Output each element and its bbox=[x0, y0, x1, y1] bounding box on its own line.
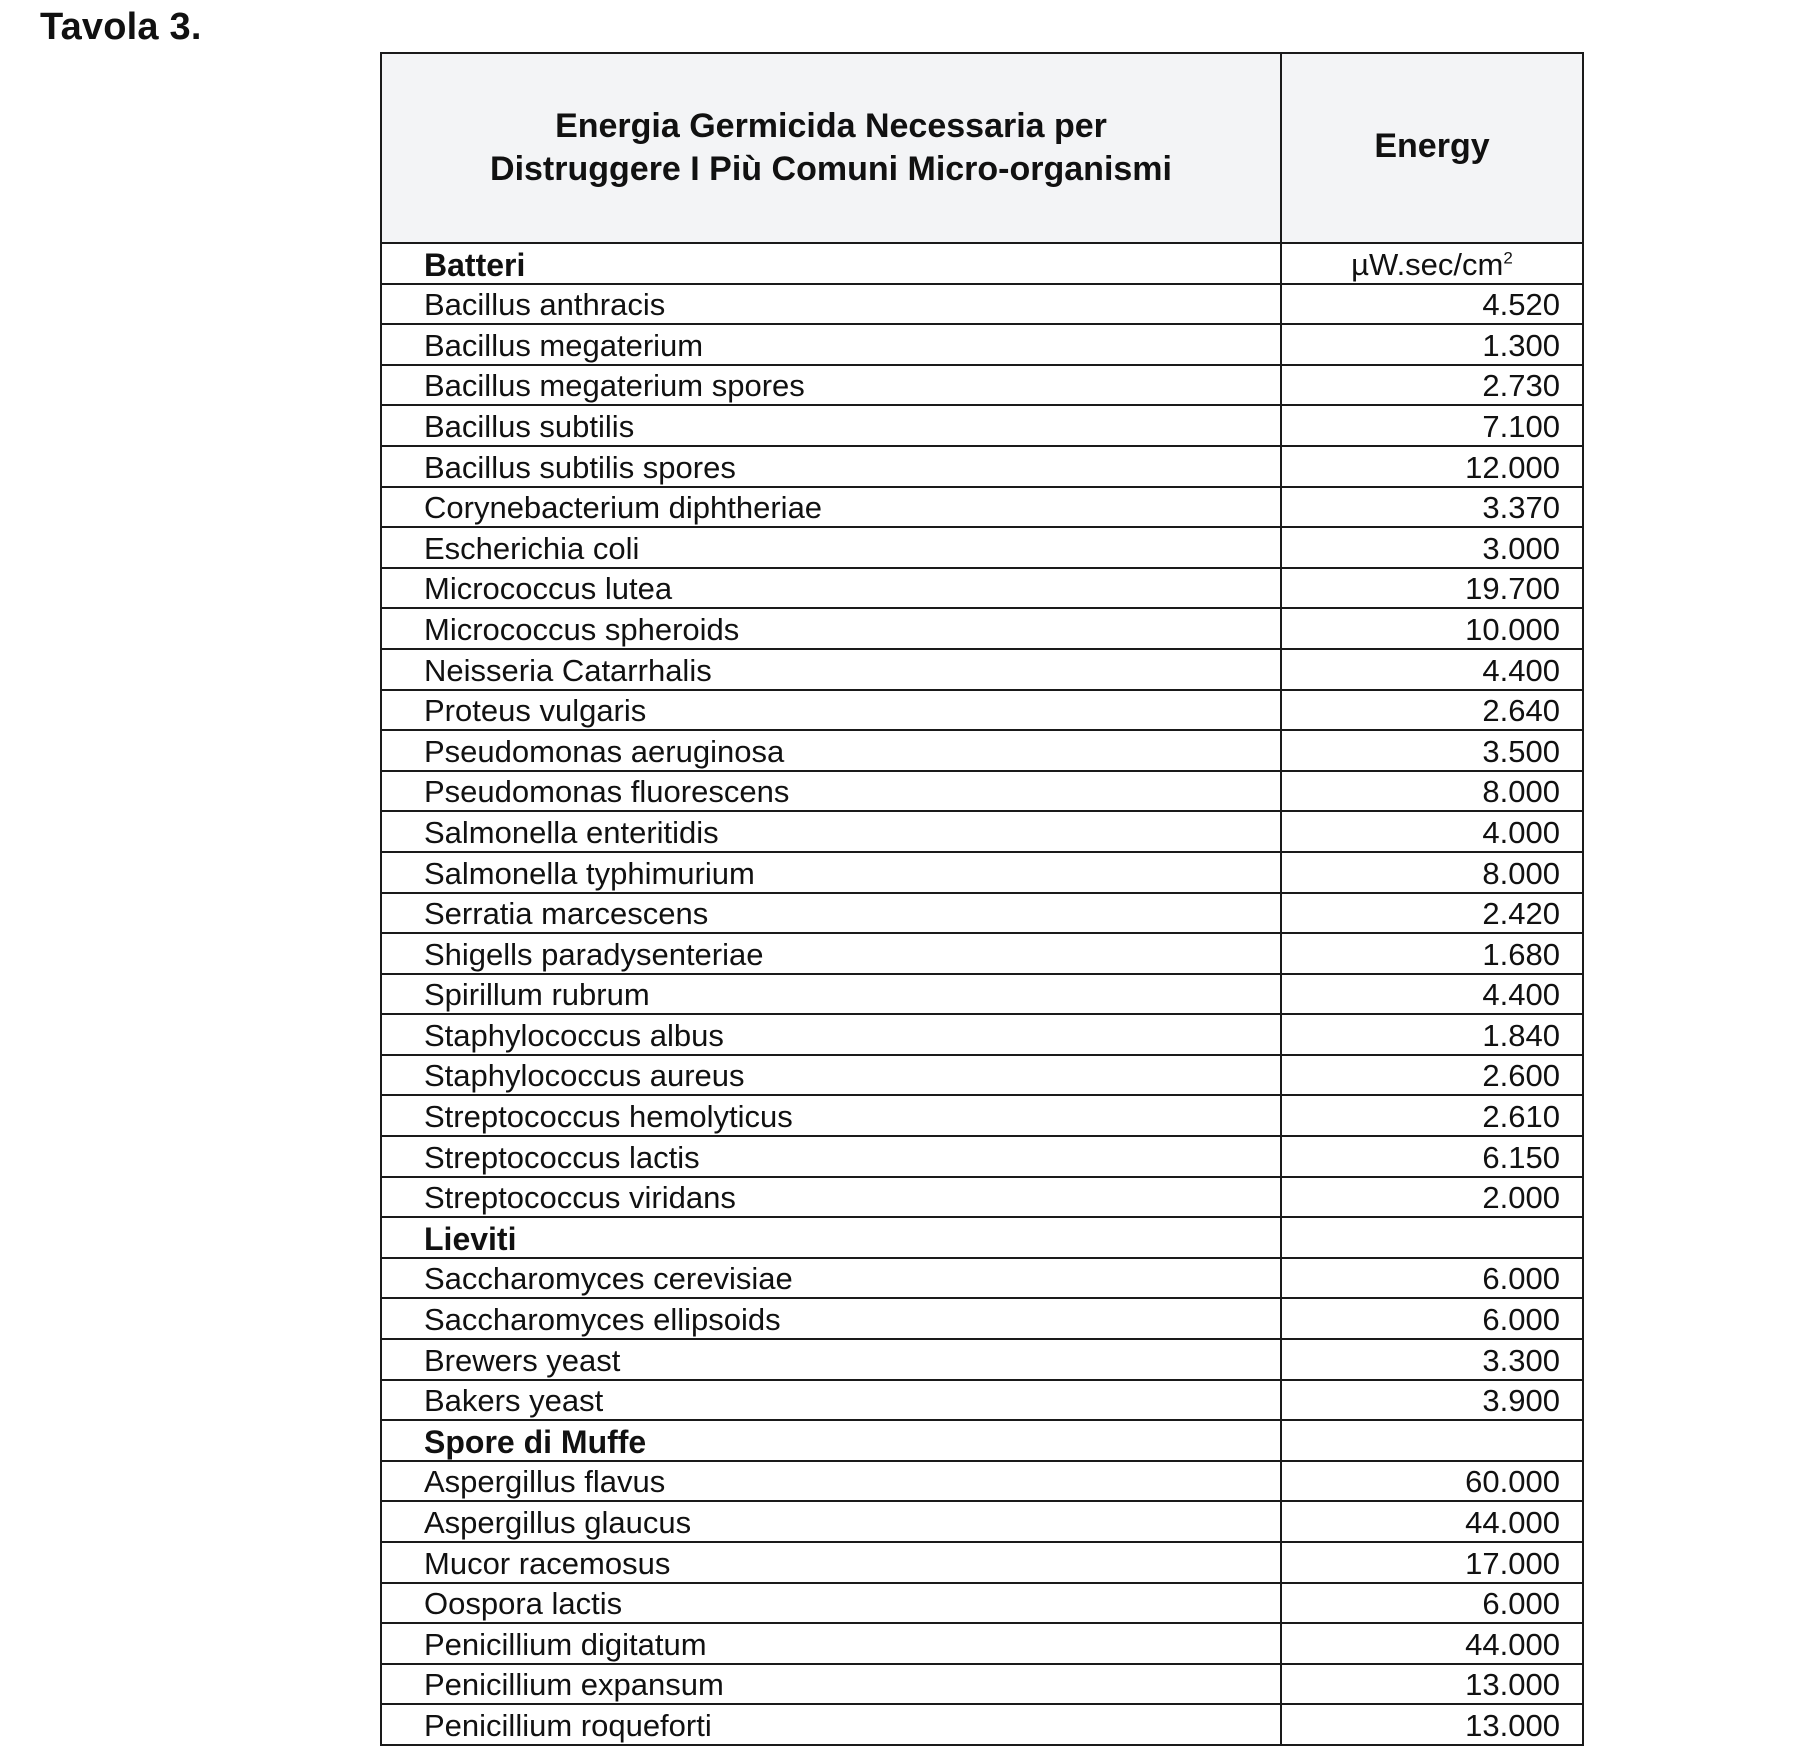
energy-value: 2.420 bbox=[1281, 893, 1583, 934]
table-row bbox=[381, 1623, 1583, 1664]
organism-name: Streptococcus hemolyticus bbox=[381, 1095, 1281, 1136]
table-row bbox=[381, 608, 1583, 649]
energy-value: 8.000 bbox=[1281, 852, 1583, 893]
energy-value: 3.370 bbox=[1281, 487, 1583, 528]
energy-value: 60.000 bbox=[1281, 1461, 1583, 1502]
energy-value: 3.300 bbox=[1281, 1339, 1583, 1380]
energy-column-header: Energy bbox=[1281, 53, 1583, 243]
germicidal-energy-table-container bbox=[380, 52, 1582, 1746]
organism-name: Salmonella enteritidis bbox=[381, 811, 1281, 852]
energy-value: 1.300 bbox=[1281, 324, 1583, 365]
section-title: Lieviti bbox=[381, 1217, 1281, 1258]
table-row bbox=[381, 1136, 1583, 1177]
table-row bbox=[381, 811, 1583, 852]
energy-value: 12.000 bbox=[1281, 446, 1583, 487]
organism-name: Serratia marcescens bbox=[381, 893, 1281, 934]
organism-name: Staphylococcus albus bbox=[381, 1014, 1281, 1055]
energy-value: 44.000 bbox=[1281, 1501, 1583, 1542]
energy-value: 13.000 bbox=[1281, 1704, 1583, 1745]
table-row bbox=[381, 1258, 1583, 1299]
table-row bbox=[381, 487, 1583, 528]
section-title: Batteri bbox=[381, 243, 1281, 284]
organism-name: Bacillus megaterium spores bbox=[381, 365, 1281, 406]
table-title-line-2: Distruggere I Più Comuni Micro-organismi bbox=[490, 150, 1172, 188]
organism-name: Corynebacterium diphtheriae bbox=[381, 487, 1281, 528]
organism-name: Aspergillus glaucus bbox=[381, 1501, 1281, 1542]
table-row bbox=[381, 1055, 1583, 1096]
table-row bbox=[381, 1298, 1583, 1339]
energy-value: 13.000 bbox=[1281, 1664, 1583, 1705]
organism-name: Streptococcus viridans bbox=[381, 1177, 1281, 1218]
organism-name: Streptococcus lactis bbox=[381, 1136, 1281, 1177]
section-empty-cell bbox=[1281, 1217, 1583, 1258]
energy-value: 44.000 bbox=[1281, 1623, 1583, 1664]
energy-value: 4.000 bbox=[1281, 811, 1583, 852]
energy-value: 3.500 bbox=[1281, 730, 1583, 771]
section-header-row bbox=[381, 1420, 1583, 1461]
organism-name: Neisseria Catarrhalis bbox=[381, 649, 1281, 690]
table-row bbox=[381, 568, 1583, 609]
table-row bbox=[381, 527, 1583, 568]
energy-value: 2.730 bbox=[1281, 365, 1583, 406]
organism-name: Micrococcus spheroids bbox=[381, 608, 1281, 649]
organism-name: Proteus vulgaris bbox=[381, 690, 1281, 731]
document-title: Tavola 3. bbox=[40, 6, 202, 48]
table-row bbox=[381, 1461, 1583, 1502]
energy-value: 7.100 bbox=[1281, 405, 1583, 446]
table-row bbox=[381, 446, 1583, 487]
table-row bbox=[381, 1501, 1583, 1542]
energy-unit-cell bbox=[1281, 243, 1583, 284]
energy-value: 8.000 bbox=[1281, 771, 1583, 812]
organism-name: Pseudomonas aeruginosa bbox=[381, 730, 1281, 771]
table-row bbox=[381, 852, 1583, 893]
energy-value: 10.000 bbox=[1281, 608, 1583, 649]
energy-value: 2.600 bbox=[1281, 1055, 1583, 1096]
table-row bbox=[381, 1177, 1583, 1218]
table-row bbox=[381, 324, 1583, 365]
organism-name: Pseudomonas fluorescens bbox=[381, 771, 1281, 812]
table-row bbox=[381, 1095, 1583, 1136]
table-row bbox=[381, 1014, 1583, 1055]
energy-value: 17.000 bbox=[1281, 1542, 1583, 1583]
organism-name: Oospora lactis bbox=[381, 1583, 1281, 1624]
organism-name: Bacillus subtilis bbox=[381, 405, 1281, 446]
energy-value: 1.840 bbox=[1281, 1014, 1583, 1055]
energy-value: 2.640 bbox=[1281, 690, 1583, 731]
table-row bbox=[381, 405, 1583, 446]
organism-name: Bacillus megaterium bbox=[381, 324, 1281, 365]
table-row bbox=[381, 690, 1583, 731]
table-body bbox=[381, 243, 1583, 1745]
organism-name: Saccharomyces ellipsoids bbox=[381, 1298, 1281, 1339]
table-row bbox=[381, 1339, 1583, 1380]
energy-value: 6.000 bbox=[1281, 1298, 1583, 1339]
organism-name: Shigells paradysenteriae bbox=[381, 933, 1281, 974]
energy-value: 6.150 bbox=[1281, 1136, 1583, 1177]
organism-name: Salmonella typhimurium bbox=[381, 852, 1281, 893]
section-header-row bbox=[381, 243, 1583, 284]
table-row bbox=[381, 1704, 1583, 1745]
table-title-line-1: Energia Germicida Necessaria per bbox=[555, 107, 1107, 145]
section-title: Spore di Muffe bbox=[381, 1420, 1281, 1461]
energy-value: 4.400 bbox=[1281, 974, 1583, 1015]
organism-name: Staphylococcus aureus bbox=[381, 1055, 1281, 1096]
table-row bbox=[381, 933, 1583, 974]
energy-value: 2.000 bbox=[1281, 1177, 1583, 1218]
energy-value: 19.700 bbox=[1281, 568, 1583, 609]
organism-name: Spirillum rubrum bbox=[381, 974, 1281, 1015]
energy-value: 2.610 bbox=[1281, 1095, 1583, 1136]
table-row bbox=[381, 284, 1583, 325]
table-row bbox=[381, 365, 1583, 406]
germicidal-energy-table bbox=[380, 52, 1584, 1746]
organism-name: Saccharomyces cerevisiae bbox=[381, 1258, 1281, 1299]
table-row bbox=[381, 1583, 1583, 1624]
organism-name: Mucor racemosus bbox=[381, 1542, 1281, 1583]
energy-unit-exponent: 2 bbox=[1503, 248, 1513, 268]
table-row bbox=[381, 1542, 1583, 1583]
organism-name: Penicillium roqueforti bbox=[381, 1704, 1281, 1745]
organism-name: Penicillium digitatum bbox=[381, 1623, 1281, 1664]
energy-unit: µW.sec/cm bbox=[1351, 246, 1504, 282]
table-row bbox=[381, 1664, 1583, 1705]
organism-name: Brewers yeast bbox=[381, 1339, 1281, 1380]
table-title-header bbox=[381, 53, 1281, 243]
table-row bbox=[381, 893, 1583, 934]
organism-name: Penicillium expansum bbox=[381, 1664, 1281, 1705]
organism-name: Bacillus subtilis spores bbox=[381, 446, 1281, 487]
energy-value: 4.520 bbox=[1281, 284, 1583, 325]
energy-value: 6.000 bbox=[1281, 1258, 1583, 1299]
organism-name: Aspergillus flavus bbox=[381, 1461, 1281, 1502]
table-header-row bbox=[381, 53, 1583, 243]
section-empty-cell bbox=[1281, 1420, 1583, 1461]
table-row bbox=[381, 649, 1583, 690]
energy-value: 1.680 bbox=[1281, 933, 1583, 974]
table-row bbox=[381, 1380, 1583, 1421]
energy-value: 4.400 bbox=[1281, 649, 1583, 690]
organism-name: Escherichia coli bbox=[381, 527, 1281, 568]
energy-value: 6.000 bbox=[1281, 1583, 1583, 1624]
organism-name: Bakers yeast bbox=[381, 1380, 1281, 1421]
organism-name: Micrococcus lutea bbox=[381, 568, 1281, 609]
table-row bbox=[381, 974, 1583, 1015]
table-row bbox=[381, 730, 1583, 771]
energy-value: 3.000 bbox=[1281, 527, 1583, 568]
energy-value: 3.900 bbox=[1281, 1380, 1583, 1421]
table-row bbox=[381, 771, 1583, 812]
section-header-row bbox=[381, 1217, 1583, 1258]
organism-name: Bacillus anthracis bbox=[381, 284, 1281, 325]
